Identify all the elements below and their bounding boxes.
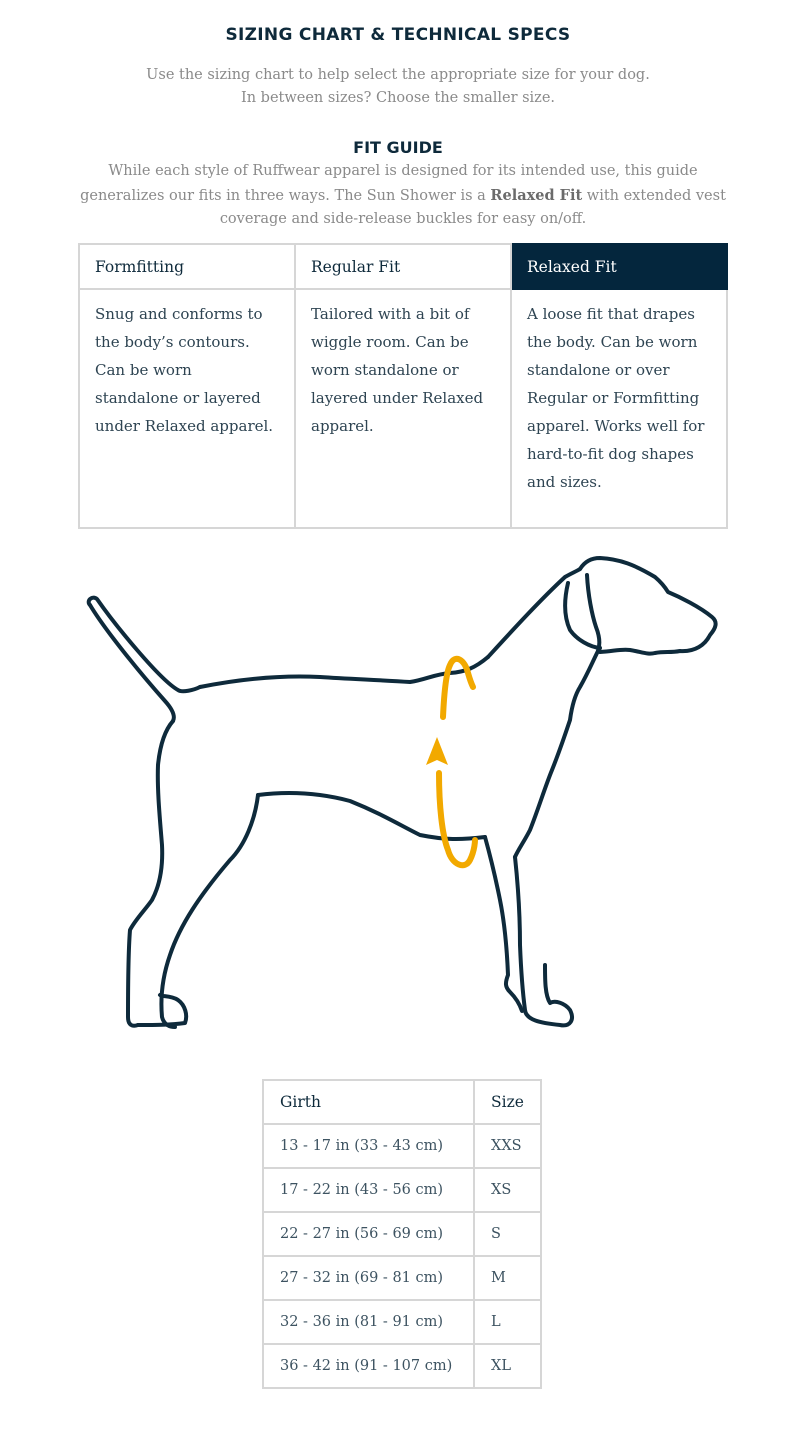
intro-line-2: In between sizes? Choose the smaller size. <box>240 90 556 106</box>
fit-guide-description <box>80 160 726 232</box>
girth-cell: 27 - 32 in (69 - 81 cm) <box>263 1256 474 1300</box>
table-row <box>263 1344 541 1388</box>
size-cell: L <box>474 1300 541 1344</box>
dog-outline-icon <box>80 555 730 1055</box>
size-cell: XS <box>474 1168 541 1212</box>
fit-desc-text-end: with extended vest coverage and side-release buckles for easy on/off. <box>219 187 726 227</box>
girth-cell: 13 - 17 in (33 - 43 cm) <box>263 1124 474 1168</box>
girth-cell: 36 - 42 in (91 - 107 cm) <box>263 1344 474 1388</box>
intro-line-1: Use the sizing chart to help select the appropriate size for your dog. <box>146 67 650 83</box>
girth-cell: 22 - 27 in (56 - 69 cm) <box>263 1212 474 1256</box>
size-cell: XL <box>474 1344 541 1388</box>
fit-desc-text: While each style of Ruffwear apparel is designed for its intended use, this guide generalizes our fits in three ways. The Sun Shower is a <box>80 163 698 204</box>
size-header-girth: Girth <box>263 1080 474 1124</box>
fit-header-formfitting: Formfitting <box>79 244 295 289</box>
girth-cell: 17 - 22 in (43 - 56 cm) <box>263 1168 474 1212</box>
dog-girth-illustration <box>80 555 730 1055</box>
size-header-size: Size <box>474 1080 541 1124</box>
intro-text <box>0 64 796 110</box>
fit-guide-table <box>78 243 728 529</box>
size-cell: S <box>474 1212 541 1256</box>
girth-cell: 32 - 36 in (81 - 91 cm) <box>263 1300 474 1344</box>
size-chart-table <box>262 1079 542 1389</box>
page-title: SIZING CHART & TECHNICAL SPECS <box>225 25 571 45</box>
table-row <box>263 1256 541 1300</box>
fit-desc-regular: Tailored with a bit of wiggle room. Can be worn standalone or layered under Relaxed apparel. <box>295 289 511 528</box>
table-row <box>263 1124 541 1168</box>
table-row <box>263 1212 541 1256</box>
table-row <box>263 1168 541 1212</box>
fit-desc-highlight: Relaxed Fit <box>490 186 583 204</box>
fit-header-regular: Regular Fit <box>295 244 511 289</box>
size-cell: M <box>474 1256 541 1300</box>
fit-header-relaxed: Relaxed Fit <box>511 244 727 289</box>
fit-desc-relaxed: A loose fit that drapes the body. Can be worn standalone or over Regular or Formfitting apparel. Works well for hard-to-fit dog shapes and sizes. <box>511 289 727 528</box>
fit-desc-formfitting: Snug and conforms to the body’s contours. Can be worn standalone or layered under Relaxed apparel. <box>79 289 295 528</box>
fit-guide-title: FIT GUIDE <box>353 138 443 157</box>
size-cell: XXS <box>474 1124 541 1168</box>
arrow-up-icon <box>426 737 448 765</box>
table-row <box>263 1300 541 1344</box>
